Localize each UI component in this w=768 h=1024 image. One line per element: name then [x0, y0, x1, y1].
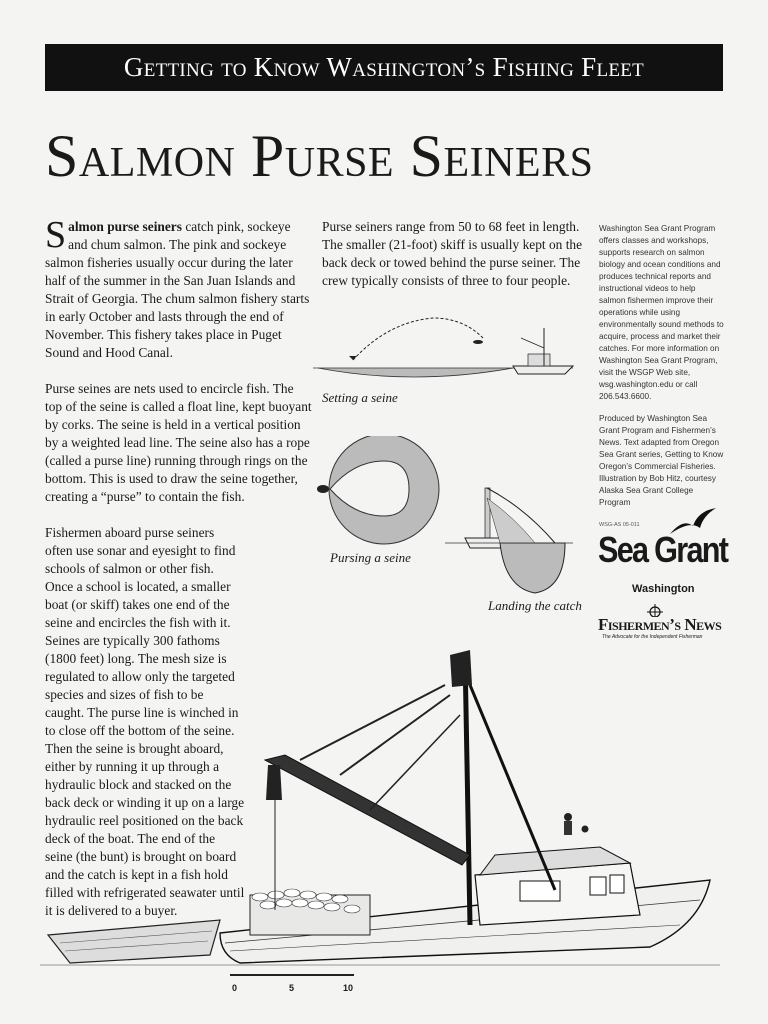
landing-catch-illustration	[445, 458, 575, 598]
drop-cap: S	[45, 214, 67, 256]
setting-caption: Setting a seine	[322, 390, 398, 405]
fishermens-news-logo: Fishermen’s News	[598, 615, 722, 634]
sea-grant-logo: Sea Grant	[598, 529, 728, 570]
landing-caption: Landing the catch	[488, 598, 582, 613]
document-id: WSG-AS 05-011	[599, 522, 640, 528]
seine-paragraph: Purse seines are nets used to encircle fish. The top of the seine is called a float line, kept buoyant by corks. The seine is held in a vertical position by a weighted lead line. The seine also has a rope (called a purse line) running through rings on the bottom. This is used to draw the seine together, creating a “purse” to contain the fish.	[45, 381, 312, 504]
second-text-column: Purse seiners range from 50 to 68 feet in length. The smaller (21-foot) skiff is usually kept on the back deck or towed behind the purse seiner. The crew typically consists of three to four people.	[322, 219, 583, 288]
intro-text: catch pink, sockeye and chum salmon. The pink and sockeye salmon fisheries usually occur during the later half of the summer in the San Juan Islands and Strait of Georgia. The chum salmon fishery starts in early October and lasts through the end of November. This fishery takes place in Puget Sound and Hood Canal.	[45, 219, 310, 360]
fishermens-news-tagline: The Advocate for the Independent Fisherman	[602, 634, 703, 640]
series-banner: Getting to Know Washington’s Fishing Fleet	[45, 44, 723, 91]
scale-label-5: 5	[289, 983, 295, 993]
intro-paragraph	[45, 214, 313, 362]
wsg-program-text: Washington Sea Grant Program offers classes and workshops, supports research on salmon biology and ocean conditions and produces technical reports and instructional videos to help salmon fishermen improve their operations while using environmentally sound methods to acquire, process and market their catches. For more information on Washington Sea Grant Program, visit the WSGP Web site, wsg.washington.edu or call 206.543.6600.	[599, 224, 724, 401]
lead-term: almon purse seiners	[68, 219, 182, 234]
setting-seine-illustration	[313, 308, 583, 388]
pursing-seine-illustration	[314, 436, 444, 546]
sea-grant-sub: Washington	[632, 583, 695, 595]
scale-bar	[230, 974, 354, 976]
pursing-caption: Pursing a seine	[330, 550, 411, 565]
page-title: Salmon Purse Seiners	[45, 123, 594, 189]
purse-seiner-illustration	[40, 625, 720, 970]
production-credits: Produced by Washington Sea Grant Program and Fishermen’s News. Text adapted from Oregon Sea Grant series, Getting to Know Oregon’s Commercial Fisheries. Illustration by Bob Hitz, courtesy Alaska Sea Grant College Program	[599, 414, 724, 507]
sidebar-credits	[599, 223, 724, 531]
scale-label-0: 0	[232, 983, 238, 993]
scale-label-10: 10	[343, 983, 354, 993]
fishing-paragraph: Fishermen aboard purse seiners often use sonar and eyesight to find schools of salmon or other fish. Once a school is located, a smaller boat (or skiff) takes one end of the seine and encircles the fish with it. Seines are typically 300 fathoms (1800 feet) long. The mesh size is regulated to allow only the targeted species and sizes of fish to be caught. The purse line is winched in to close off the bottom of the seine. Then the seine is brought aboard, either by running it up through a hydraulic block and stacked on the back deck or winding it up on a large hydraulic reel positioned on the back deck of the boat. The end of the seine (the bunt) is brought on board and the catch is kept in a fish hold filled with refrigerated seawater until it is delivered to a buyer.	[45, 525, 245, 918]
